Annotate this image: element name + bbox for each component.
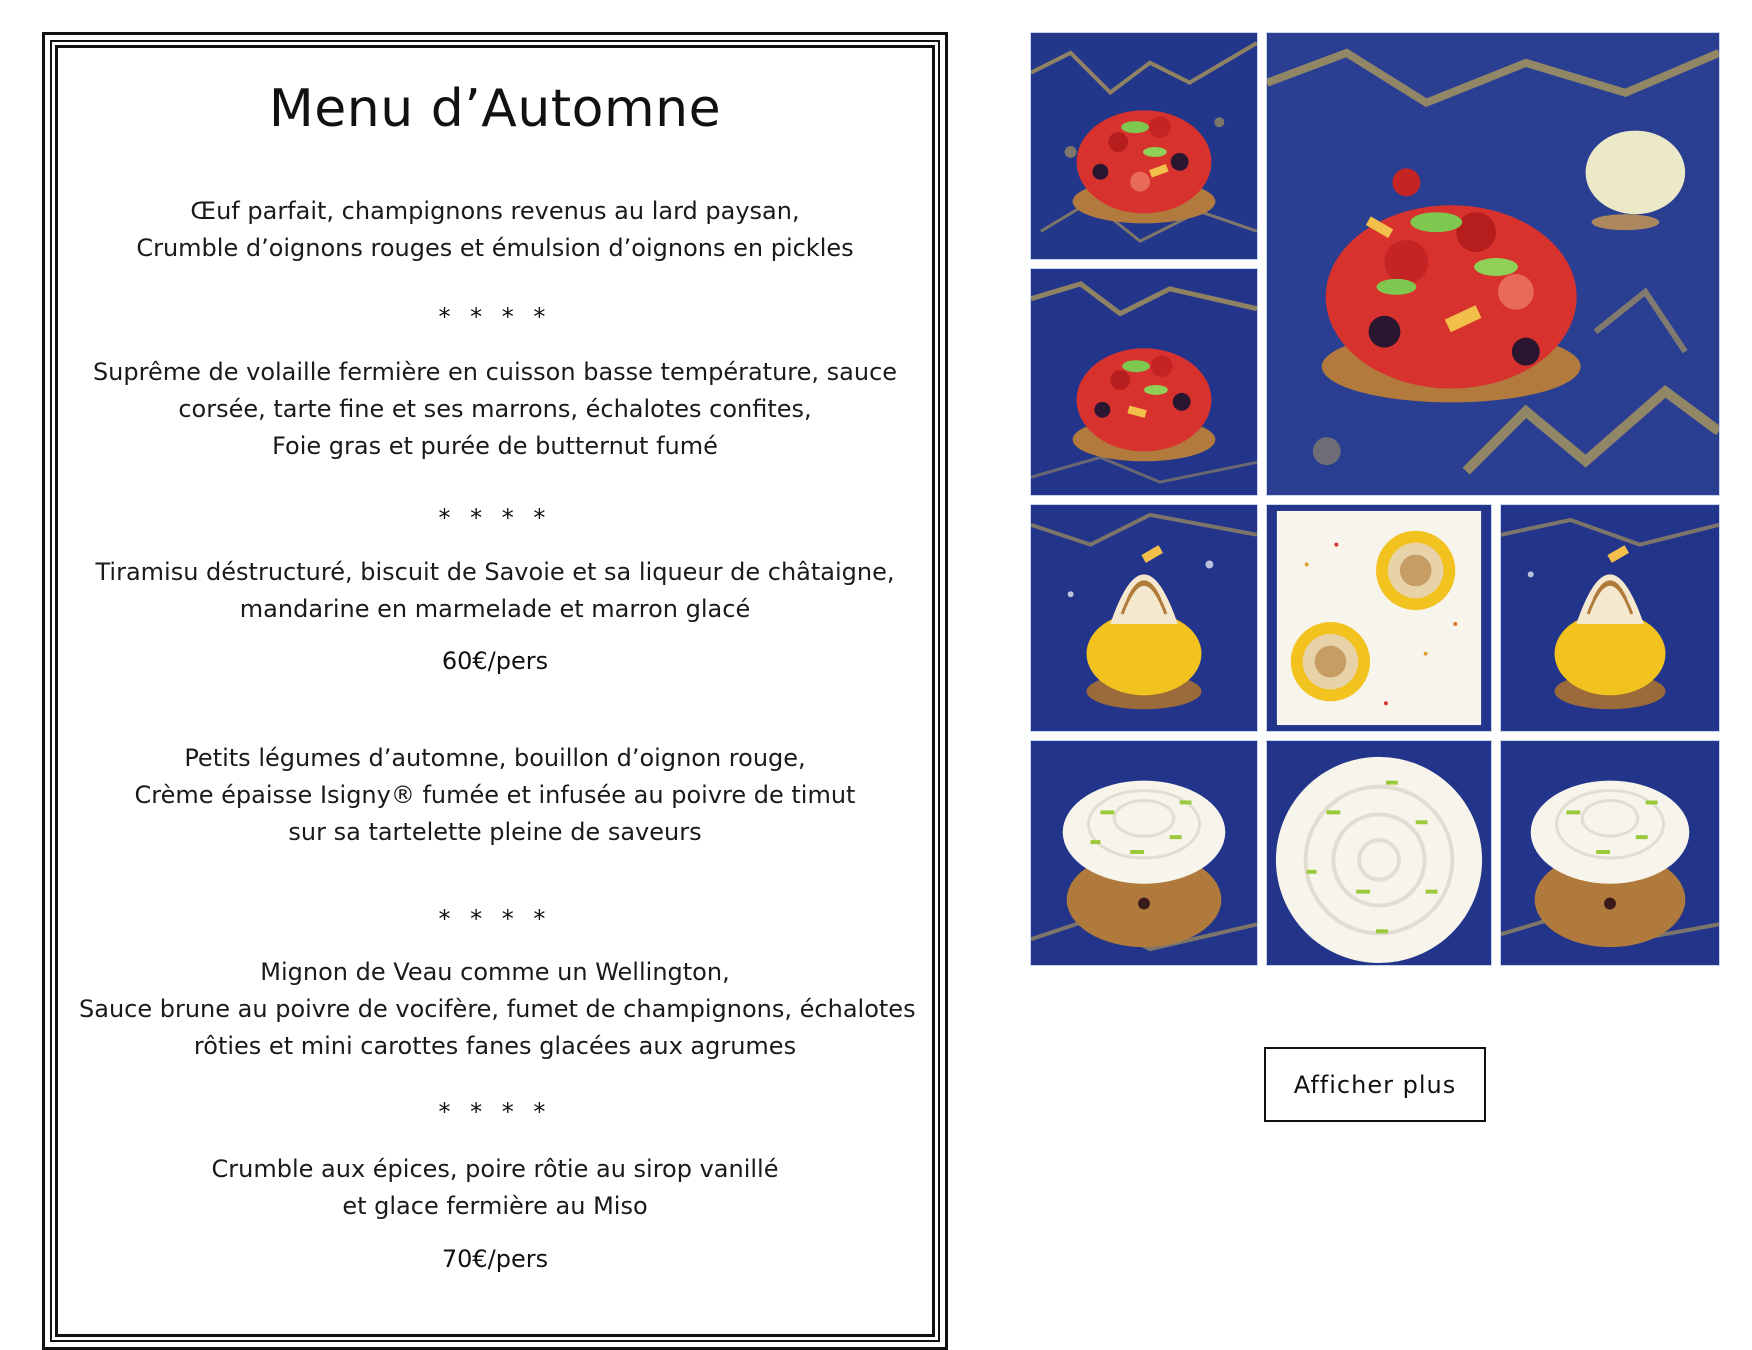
course-separator: * * * * [438,1098,552,1126]
gallery-image-red-fruit-tartlet[interactable] [1030,268,1258,496]
menu-line: Œuf parfait, champignons revenus au lard paysan, [190,197,800,225]
menu-line: Crumble aux épices, poire rôtie au sirop vanillé [211,1155,779,1183]
formula-2-dessert [79,1151,911,1225]
course-separator: * * * * [438,303,552,331]
course-separator: * * * * [438,905,552,933]
red-fruit-tartlet-with-ice-cream-photo [1267,33,1719,495]
gallery-image-lime-cream-tartlet-top-view[interactable] [1266,740,1492,966]
red-fruit-tartlet-photo [1031,33,1257,259]
gallery-image-lime-cream-tartlet[interactable] [1500,740,1720,966]
gallery-image-red-fruit-tartlet-with-ice-cream[interactable] [1266,32,1720,496]
menu-line: Petits légumes d’automne, bouillon d’oignon rouge, [184,744,806,772]
course-separator: * * * * [438,504,552,532]
menu-line: Suprême de volaille fermière en cuisson basse température, sauce [92,358,898,386]
menu-line: Crumble d’oignons rouges et émulsion d’oignons en pickles [136,234,854,262]
lime-cream-tartlet-top-view-photo [1267,741,1491,965]
formula-2-starter [79,740,911,851]
menu-line: sur sa tartelette pleine de saveurs [288,818,702,846]
lemon-meringue-tartlet-photo [1501,505,1719,731]
gallery-image-lemon-meringue-tartlet[interactable] [1030,504,1258,732]
lemon-meringue-tartlet-photo [1031,505,1257,731]
formula-2-main [79,954,916,1065]
menu-line: Tiramisu déstructuré, biscuit de Savoie et sa liqueur de châtaigne, [95,558,895,586]
show-more-button[interactable]: Afficher plus [1264,1047,1486,1122]
menu-line: et glace fermière au Miso [342,1192,648,1220]
formula-1-main [79,354,911,465]
lime-cream-tartlet-photo [1501,741,1719,965]
gallery-image-lemon-meringue-tartlet[interactable] [1500,504,1720,732]
gallery-image-lemon-meringue-tartlets-on-plate[interactable] [1266,504,1492,732]
red-fruit-tartlet-photo [1031,269,1257,495]
menu-line: mandarine en marmelade et marron glacé [239,595,751,623]
menu-content [59,49,931,1333]
gallery-image-red-fruit-tartlet[interactable] [1030,32,1258,260]
formula-1-price: 60€/pers [441,647,549,675]
menu-line: Sauce brune au poivre de vocifère, fumet de champignons, échalotes [79,995,916,1023]
formula-1-dessert [79,554,911,628]
menu-line: Crème épaisse Isigny® fumée et infusée au poivre de timut [134,781,856,809]
formula-1-starter [79,193,911,267]
menu-line: Foie gras et purée de butternut fumé [272,432,718,460]
photo-gallery [1030,32,1720,966]
formula-2-price: 70€/pers [441,1245,549,1273]
menu-line: corsée, tarte fine et ses marrons, échalotes confites, [178,395,812,423]
gallery-image-lime-cream-tartlet[interactable] [1030,740,1258,966]
menu-line: Mignon de Veau comme un Wellington, [260,958,730,986]
lemon-meringue-tartlets-on-plate-photo [1267,505,1491,731]
menu-line: rôties et mini carottes fanes glacées aux agrumes [193,1032,797,1060]
lime-cream-tartlet-photo [1031,741,1257,965]
menu-title: Menu d’Automne [268,79,722,139]
menu-card [42,32,948,1350]
